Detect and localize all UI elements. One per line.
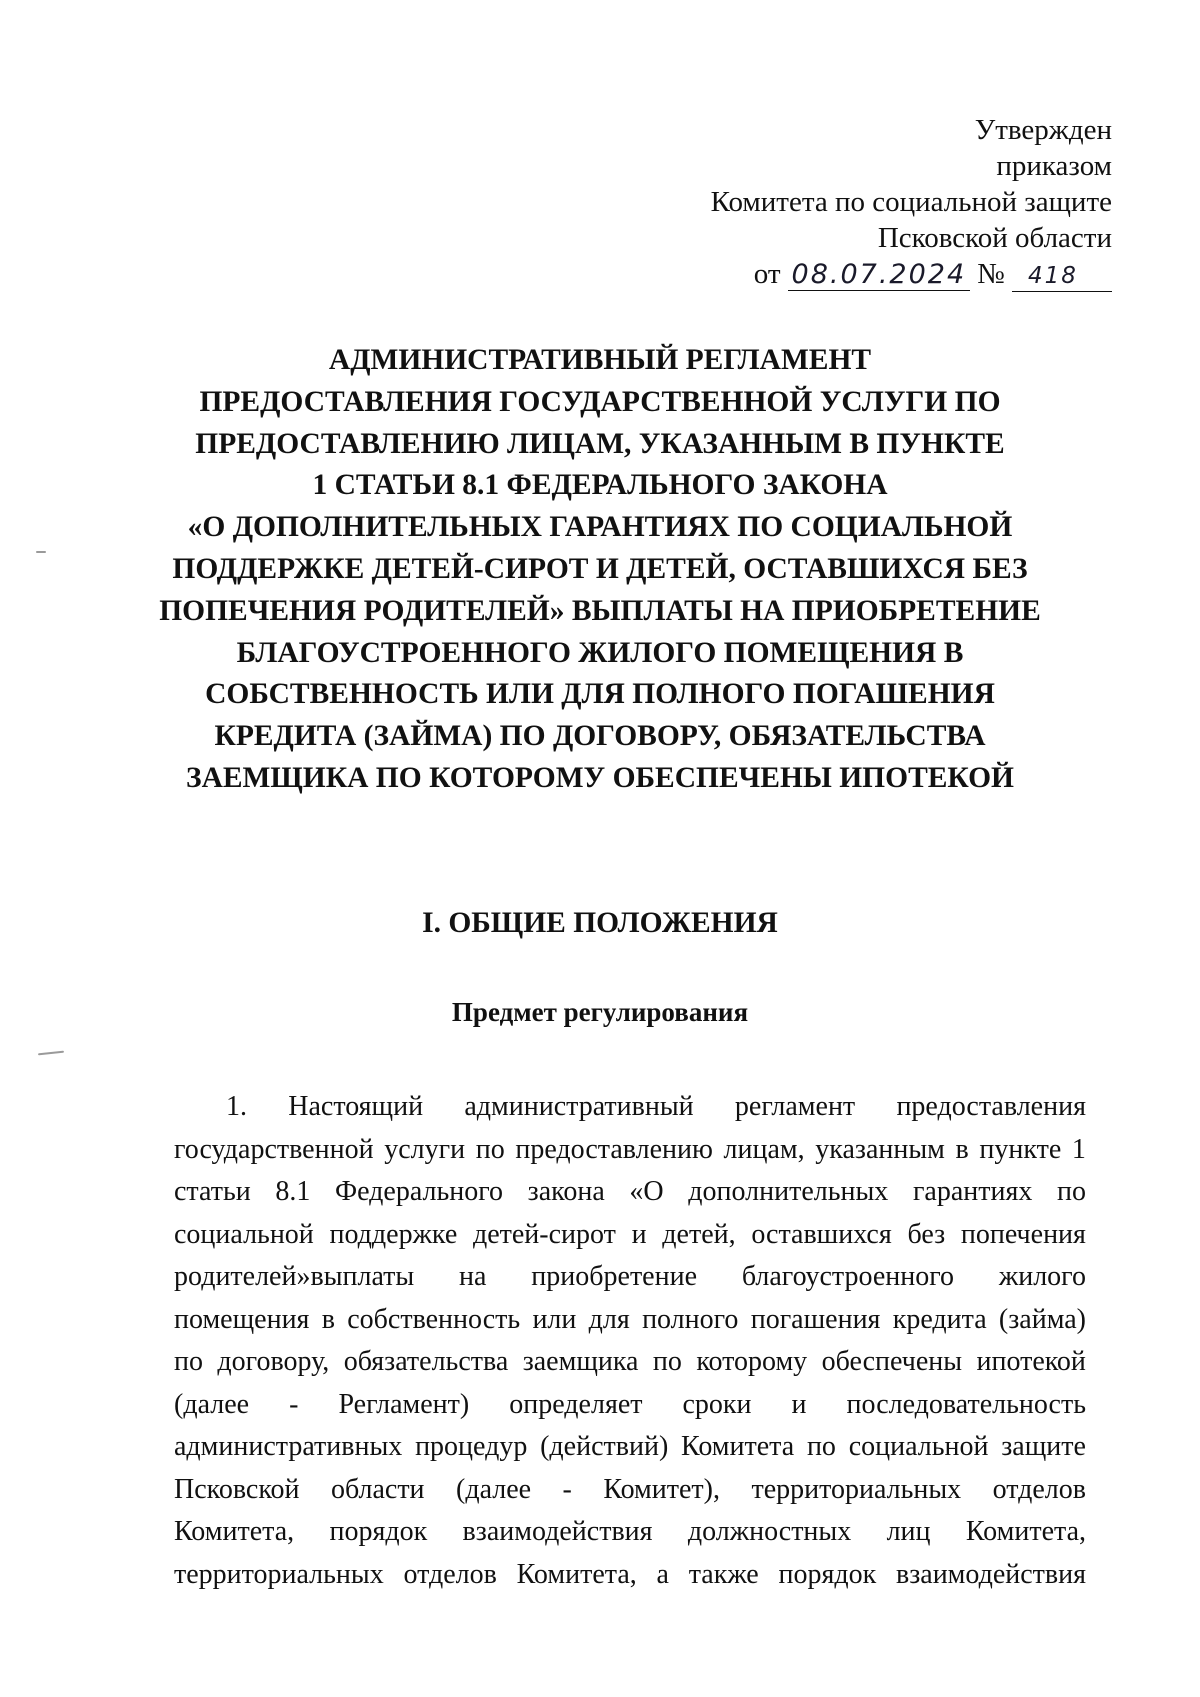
paragraph-word: (действий) xyxy=(540,1431,669,1462)
subsection-title: Предмет регулирования xyxy=(451,997,749,1027)
paragraph-word: (займа) xyxy=(998,1303,1086,1335)
paragraph-word: административный xyxy=(464,1091,694,1122)
paragraph-word: обеспечены xyxy=(821,1346,963,1377)
paragraph-word: Настоящий xyxy=(288,1091,424,1122)
paragraph-word: отделов xyxy=(992,1473,1086,1505)
paragraph-word: Комитет), xyxy=(603,1473,720,1505)
paragraph-1 xyxy=(174,1086,1086,1596)
paragraph-word: последовательность xyxy=(846,1388,1086,1420)
paragraph-word: и xyxy=(791,1388,807,1420)
document-title-line: ЗАЕМЩИКА ПО КОТОРОМУ ОБЕСПЕЧЕНЫ ИПОТЕКОЙ xyxy=(186,761,1014,794)
paragraph-word: Псковской xyxy=(174,1473,300,1505)
document-title-line: ПРЕДОСТАВЛЕНИЯ ГОСУДАРСТВЕННОЙ УСЛУГИ ПО xyxy=(199,385,1001,418)
paragraph-word: в xyxy=(321,1303,335,1335)
paragraph-word: государственной xyxy=(174,1133,374,1165)
paragraph-word: пункте xyxy=(979,1133,1062,1165)
paragraph-line xyxy=(174,1256,1086,1299)
document-title-line: ПРЕДОСТАВЛЕНИЮ ЛИЦАМ, УКАЗАННЫМ В ПУНКТЕ xyxy=(195,427,1005,460)
document-title-line: «О ДОПОЛНИТЕЛЬНЫХ ГАРАНТИЯХ ПО СОЦИАЛЬНОЙ xyxy=(187,511,1013,544)
paragraph-line xyxy=(174,1086,1086,1129)
paragraph-word: оставшихся xyxy=(751,1218,892,1250)
paragraph-word: по xyxy=(475,1133,505,1165)
paragraph-word: лиц xyxy=(886,1516,931,1547)
paragraph-word: договору, xyxy=(217,1346,330,1377)
paragraph-word: погашения xyxy=(750,1303,881,1335)
paragraph-word: сроки xyxy=(682,1388,752,1420)
paragraph-word: заемщика xyxy=(522,1346,639,1377)
section-title: I. ОБЩИЕ ПОЛОЖЕНИЯ xyxy=(422,907,778,939)
paragraph-word: порядок xyxy=(778,1558,877,1590)
handwritten-number: 418 xyxy=(1012,261,1112,292)
paragraph-word: приобретение xyxy=(531,1261,697,1292)
paragraph-word: которому xyxy=(696,1346,808,1377)
paragraph-word: ипотекой xyxy=(976,1346,1086,1377)
paragraph-word: без xyxy=(907,1218,946,1250)
paragraph-word: определяет xyxy=(509,1388,643,1420)
approval-line: приказом xyxy=(996,150,1112,182)
paragraph-word: для xyxy=(588,1303,630,1335)
paragraph-word: в xyxy=(955,1133,969,1165)
paragraph-word: предоставления xyxy=(896,1091,1086,1122)
paragraph-word: Комитета xyxy=(681,1431,795,1462)
paragraph-word: лицам, xyxy=(723,1133,805,1165)
paragraph-line xyxy=(174,1384,1086,1427)
paragraph-word: (далее xyxy=(456,1473,532,1505)
document-title-line: ПОДДЕРЖКЕ ДЕТЕЙ-СИРОТ И ДЕТЕЙ, ОСТАВШИХСЯ БЕЗ xyxy=(172,552,1028,585)
paragraph-word: благоустроенного xyxy=(741,1261,955,1292)
paragraph-word: детей-сирот xyxy=(472,1218,616,1250)
paragraph-word: гарантиях xyxy=(912,1176,1033,1207)
paragraph-word: 1 xyxy=(1071,1133,1086,1165)
paragraph-line xyxy=(174,1554,1086,1597)
approval-line: Утвержден xyxy=(974,114,1112,146)
paragraph-word: Федерального xyxy=(334,1176,504,1207)
handwritten-date: 08.07.2024 xyxy=(788,260,970,291)
paragraph-line xyxy=(174,1171,1086,1214)
paragraph-line xyxy=(174,1469,1086,1512)
approval-line: Псковской области xyxy=(877,222,1112,254)
paragraph-word: порядок xyxy=(329,1516,428,1547)
from-label: от xyxy=(753,258,781,290)
paragraph-word: детей, xyxy=(662,1218,736,1250)
paragraph-word: указанным xyxy=(815,1133,945,1165)
paragraph-word: услуги xyxy=(384,1133,466,1165)
paragraph-word: должностных xyxy=(687,1516,852,1547)
paragraph-word: области xyxy=(330,1473,425,1505)
scan-artifact-mark xyxy=(38,1051,64,1056)
paragraph-word: также xyxy=(688,1558,759,1590)
document-title-line: КРЕДИТА (ЗАЙМА) ПО ДОГОВОРУ, ОБЯЗАТЕЛЬСТВА xyxy=(214,720,986,753)
paragraph-word: Комитета, xyxy=(965,1516,1086,1547)
paragraph-line xyxy=(174,1299,1086,1342)
paragraph-word: социальной xyxy=(848,1431,989,1462)
paragraph-word: «О xyxy=(629,1176,664,1207)
document-title xyxy=(140,340,1060,800)
paragraph-line xyxy=(174,1129,1086,1172)
paragraph-line xyxy=(174,1426,1086,1469)
paragraph-word: процедур xyxy=(415,1431,528,1462)
paragraph-word: статьи xyxy=(174,1176,251,1207)
scan-artifact-mark xyxy=(36,551,46,553)
paragraph-word: а xyxy=(656,1558,669,1590)
paragraph-word: по xyxy=(806,1431,836,1462)
paragraph-word: помещения xyxy=(174,1303,310,1335)
paragraph-line xyxy=(174,1214,1086,1257)
paragraph-word: взаимодействия xyxy=(895,1558,1086,1590)
paragraph-word: территориальных xyxy=(751,1473,962,1505)
paragraph-word: жилого xyxy=(998,1261,1086,1292)
paragraph-word: и xyxy=(631,1218,647,1250)
paragraph-word: по xyxy=(1057,1176,1086,1207)
document-title-line: СОБСТВЕННОСТЬ ИЛИ ДЛЯ ПОЛНОГО ПОГАШЕНИЯ xyxy=(205,678,995,711)
paragraph-word: дополнительных xyxy=(688,1176,889,1207)
paragraph-word: 1. xyxy=(226,1091,247,1122)
paragraph-word: территориальных xyxy=(174,1558,384,1590)
paragraph-word: попечения xyxy=(960,1218,1086,1250)
paragraph-word: Регламент) xyxy=(338,1388,470,1420)
number-label: № xyxy=(977,258,1005,290)
paragraph-word: обязательства xyxy=(343,1346,509,1377)
paragraph-word: Комитета, xyxy=(516,1558,637,1590)
paragraph-word: закона xyxy=(527,1176,605,1207)
paragraph-word: 8.1 xyxy=(275,1176,311,1207)
paragraph-word: Комитета, xyxy=(174,1516,295,1547)
paragraph-word: взаимодействия xyxy=(462,1516,653,1547)
approval-line: Комитета по социальной защите xyxy=(710,186,1112,218)
paragraph-word: по xyxy=(174,1346,203,1377)
paragraph-word: полного xyxy=(642,1303,739,1335)
approval-date-line xyxy=(711,256,1112,292)
paragraph-word: административных xyxy=(174,1431,403,1462)
paragraph-word: отделов xyxy=(403,1558,497,1590)
paragraph-line xyxy=(174,1511,1086,1554)
paragraph-word: родителей»выплаты xyxy=(174,1261,415,1292)
approval-stamp-block xyxy=(711,112,1112,292)
document-title-line: ПОПЕЧЕНИЯ РОДИТЕЛЕЙ» ВЫПЛАТЫ НА ПРИОБРЕТЕНИЕ xyxy=(159,594,1041,627)
paragraph-word: - xyxy=(289,1388,299,1420)
paragraph-word: регламент xyxy=(734,1091,856,1122)
paragraph-word: кредита xyxy=(892,1303,987,1335)
paragraph-word: предоставлению xyxy=(515,1133,713,1165)
paragraph-word: по xyxy=(652,1346,682,1377)
document-title-line: АДМИНИСТРАТИВНЫЙ РЕГЛАМЕНТ xyxy=(328,344,872,376)
paragraph-word: поддержке xyxy=(329,1218,458,1250)
paragraph-word: собственность xyxy=(347,1303,521,1335)
document-title-line: БЛАГОУСТРОЕННОГО ЖИЛОГО ПОМЕЩЕНИЯ В xyxy=(236,636,964,669)
document-title-line: 1 СТАТЬИ 8.1 ФЕДЕРАЛЬНОГО ЗАКОНА xyxy=(312,469,888,502)
paragraph-word: социальной xyxy=(174,1218,314,1250)
paragraph-word: на xyxy=(459,1261,487,1292)
paragraph-line xyxy=(174,1341,1086,1384)
paragraph-word: или xyxy=(532,1303,577,1335)
paragraph-word: - xyxy=(562,1473,572,1505)
paragraph-word: защите xyxy=(1001,1431,1086,1462)
paragraph-word: (далее xyxy=(174,1388,250,1420)
